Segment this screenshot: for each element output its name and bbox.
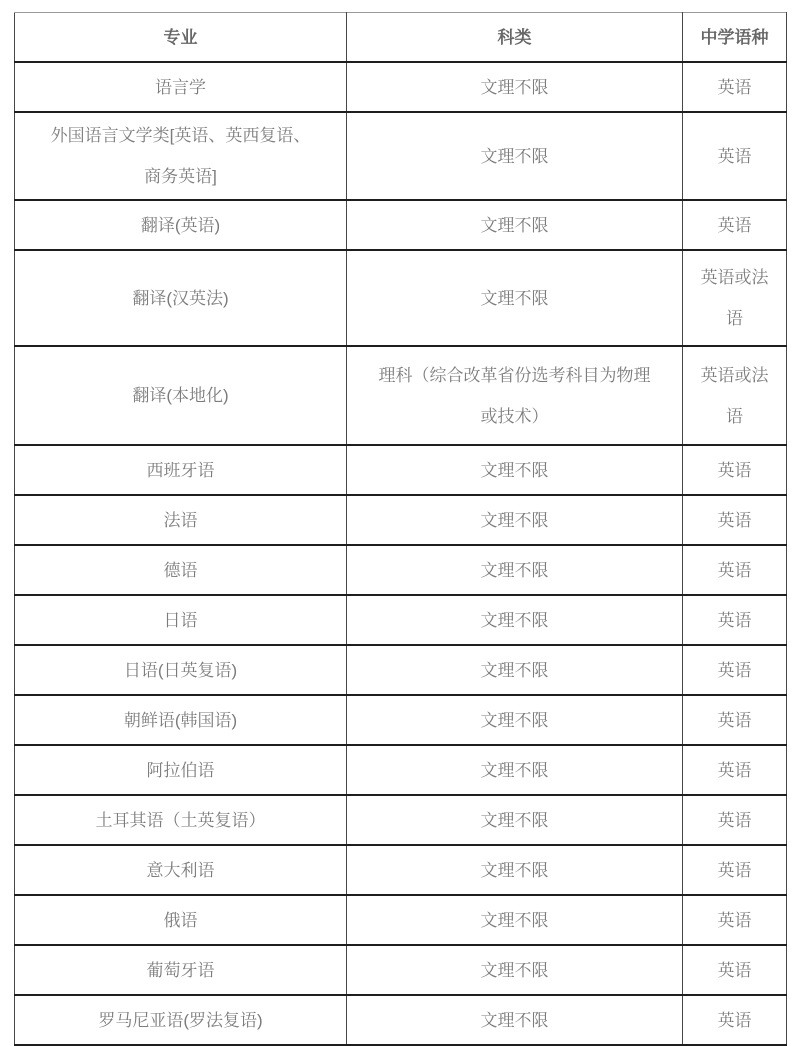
- table-row: [15, 495, 787, 545]
- language-cell: [683, 895, 787, 945]
- major-cell: [15, 645, 347, 695]
- language-cell: [683, 695, 787, 745]
- major-cell: [15, 795, 347, 845]
- subject-text: 文理不限: [480, 460, 549, 480]
- subject-cell: [347, 545, 683, 595]
- language-text: 英语: [717, 660, 752, 680]
- major-cell: [15, 495, 347, 545]
- language-cell: [683, 346, 787, 445]
- subject-cell: [347, 695, 683, 745]
- language-text: 英语: [717, 510, 752, 530]
- language-cell: [683, 645, 787, 695]
- table-row: [15, 645, 787, 695]
- table-row: [15, 945, 787, 995]
- subject-cell: [347, 595, 683, 645]
- major-cell: [15, 945, 347, 995]
- subject-cell: [347, 995, 683, 1045]
- language-text: 英语: [717, 960, 752, 980]
- major-cell: [15, 695, 347, 745]
- language-cell: [683, 845, 787, 895]
- language-text: 英语: [717, 810, 752, 830]
- subject-cell: [347, 895, 683, 945]
- table-row: [15, 745, 787, 795]
- table-row: [15, 795, 787, 845]
- table-header-row: [15, 13, 787, 63]
- language-cell: [683, 200, 787, 250]
- major-text: 翻译(汉英法): [132, 288, 229, 308]
- header-label: 专业: [163, 27, 198, 47]
- language-cell: [683, 445, 787, 495]
- language-cell: [683, 795, 787, 845]
- major-text: 意大利语: [146, 860, 215, 880]
- major-cell: [15, 62, 347, 112]
- language-cell: [683, 545, 787, 595]
- language-cell: [683, 945, 787, 995]
- table-row: [15, 445, 787, 495]
- major-cell: [15, 895, 347, 945]
- language-text: 英语: [717, 760, 752, 780]
- language-cell: [683, 112, 787, 200]
- language-text: 英语或法语: [700, 268, 769, 328]
- major-text: 土耳其语（土英复语）: [95, 810, 266, 830]
- subject-cell: [347, 745, 683, 795]
- subject-column-header: [347, 13, 683, 63]
- subject-text: 文理不限: [480, 77, 549, 97]
- language-cell: [683, 62, 787, 112]
- major-text: 德语: [163, 560, 198, 580]
- major-text: 外国语言文学类[英语、英西复语、商务英语]: [50, 126, 311, 186]
- header-label: 科类: [497, 27, 532, 47]
- major-cell: [15, 995, 347, 1045]
- major-text: 翻译(本地化): [132, 386, 229, 405]
- language-text: 英语: [717, 910, 752, 930]
- language-column-header: [683, 13, 787, 63]
- subject-text: 理科（综合改革省份选考科目为物理或技术）: [378, 365, 651, 426]
- language-text: 英语: [717, 77, 752, 97]
- major-text: 朝鲜语(韩国语): [123, 710, 238, 730]
- subject-text: 文理不限: [480, 146, 549, 166]
- table-row: [15, 112, 787, 200]
- table-row: [15, 595, 787, 645]
- table-row: [15, 200, 787, 250]
- major-text: 罗马尼亚语(罗法复语): [98, 1010, 263, 1030]
- subject-cell: [347, 346, 683, 445]
- subject-cell: [347, 795, 683, 845]
- major-cell: [15, 250, 347, 346]
- subject-text: 文理不限: [480, 1010, 549, 1030]
- subject-text: 文理不限: [480, 760, 549, 780]
- table-row: [15, 62, 787, 112]
- table-row: [15, 346, 787, 445]
- subject-text: 文理不限: [480, 910, 549, 930]
- major-text: 翻译(英语): [140, 215, 221, 235]
- major-cell: [15, 200, 347, 250]
- major-cell: [15, 112, 347, 200]
- major-column-header: [15, 13, 347, 63]
- language-text: 英语或法语: [700, 365, 769, 426]
- table-row: [15, 845, 787, 895]
- subject-cell: [347, 112, 683, 200]
- major-text: 日语(日英复语): [123, 660, 238, 680]
- header-label: 中学语种: [700, 27, 769, 47]
- major-cell: [15, 745, 347, 795]
- language-text: 英语: [717, 860, 752, 880]
- subject-text: 文理不限: [480, 860, 549, 880]
- major-cell: [15, 545, 347, 595]
- major-text: 俄语: [163, 910, 198, 930]
- major-cell: [15, 845, 347, 895]
- subject-text: 文理不限: [480, 510, 549, 530]
- subject-cell: [347, 945, 683, 995]
- subject-text: 文理不限: [480, 288, 549, 308]
- table-row: [15, 895, 787, 945]
- language-text: 英语: [717, 710, 752, 730]
- subject-cell: [347, 250, 683, 346]
- subject-text: 文理不限: [480, 710, 549, 730]
- language-cell: [683, 250, 787, 346]
- subject-text: 文理不限: [480, 660, 549, 680]
- language-cell: [683, 595, 787, 645]
- table-row: [15, 695, 787, 745]
- major-text: 日语: [163, 610, 198, 630]
- language-cell: [683, 995, 787, 1045]
- table-row: [15, 250, 787, 346]
- subject-cell: [347, 645, 683, 695]
- subject-text: 文理不限: [480, 560, 549, 580]
- language-text: 英语: [717, 460, 752, 480]
- subject-cell: [347, 200, 683, 250]
- language-text: 英语: [717, 560, 752, 580]
- subject-cell: [347, 62, 683, 112]
- major-cell: [15, 346, 347, 445]
- major-text: 阿拉伯语: [146, 760, 215, 780]
- language-text: 英语: [717, 1010, 752, 1030]
- major-cell: [15, 595, 347, 645]
- subject-text: 文理不限: [480, 215, 549, 235]
- subject-cell: [347, 495, 683, 545]
- table-row: [15, 545, 787, 595]
- language-cell: [683, 495, 787, 545]
- subject-text: 文理不限: [480, 960, 549, 980]
- subject-text: 文理不限: [480, 810, 549, 830]
- major-text: 法语: [163, 510, 198, 530]
- major-text: 葡萄牙语: [146, 960, 215, 980]
- major-text: 西班牙语: [146, 460, 215, 480]
- subject-text: 文理不限: [480, 610, 549, 630]
- subject-cell: [347, 445, 683, 495]
- subject-cell: [347, 845, 683, 895]
- language-text: 英语: [717, 610, 752, 630]
- admissions-table: [14, 12, 787, 1046]
- language-cell: [683, 745, 787, 795]
- language-text: 英语: [717, 146, 752, 166]
- major-text: 语言学: [155, 77, 206, 97]
- table-row: [15, 995, 787, 1045]
- language-text: 英语: [717, 215, 752, 235]
- major-cell: [15, 445, 347, 495]
